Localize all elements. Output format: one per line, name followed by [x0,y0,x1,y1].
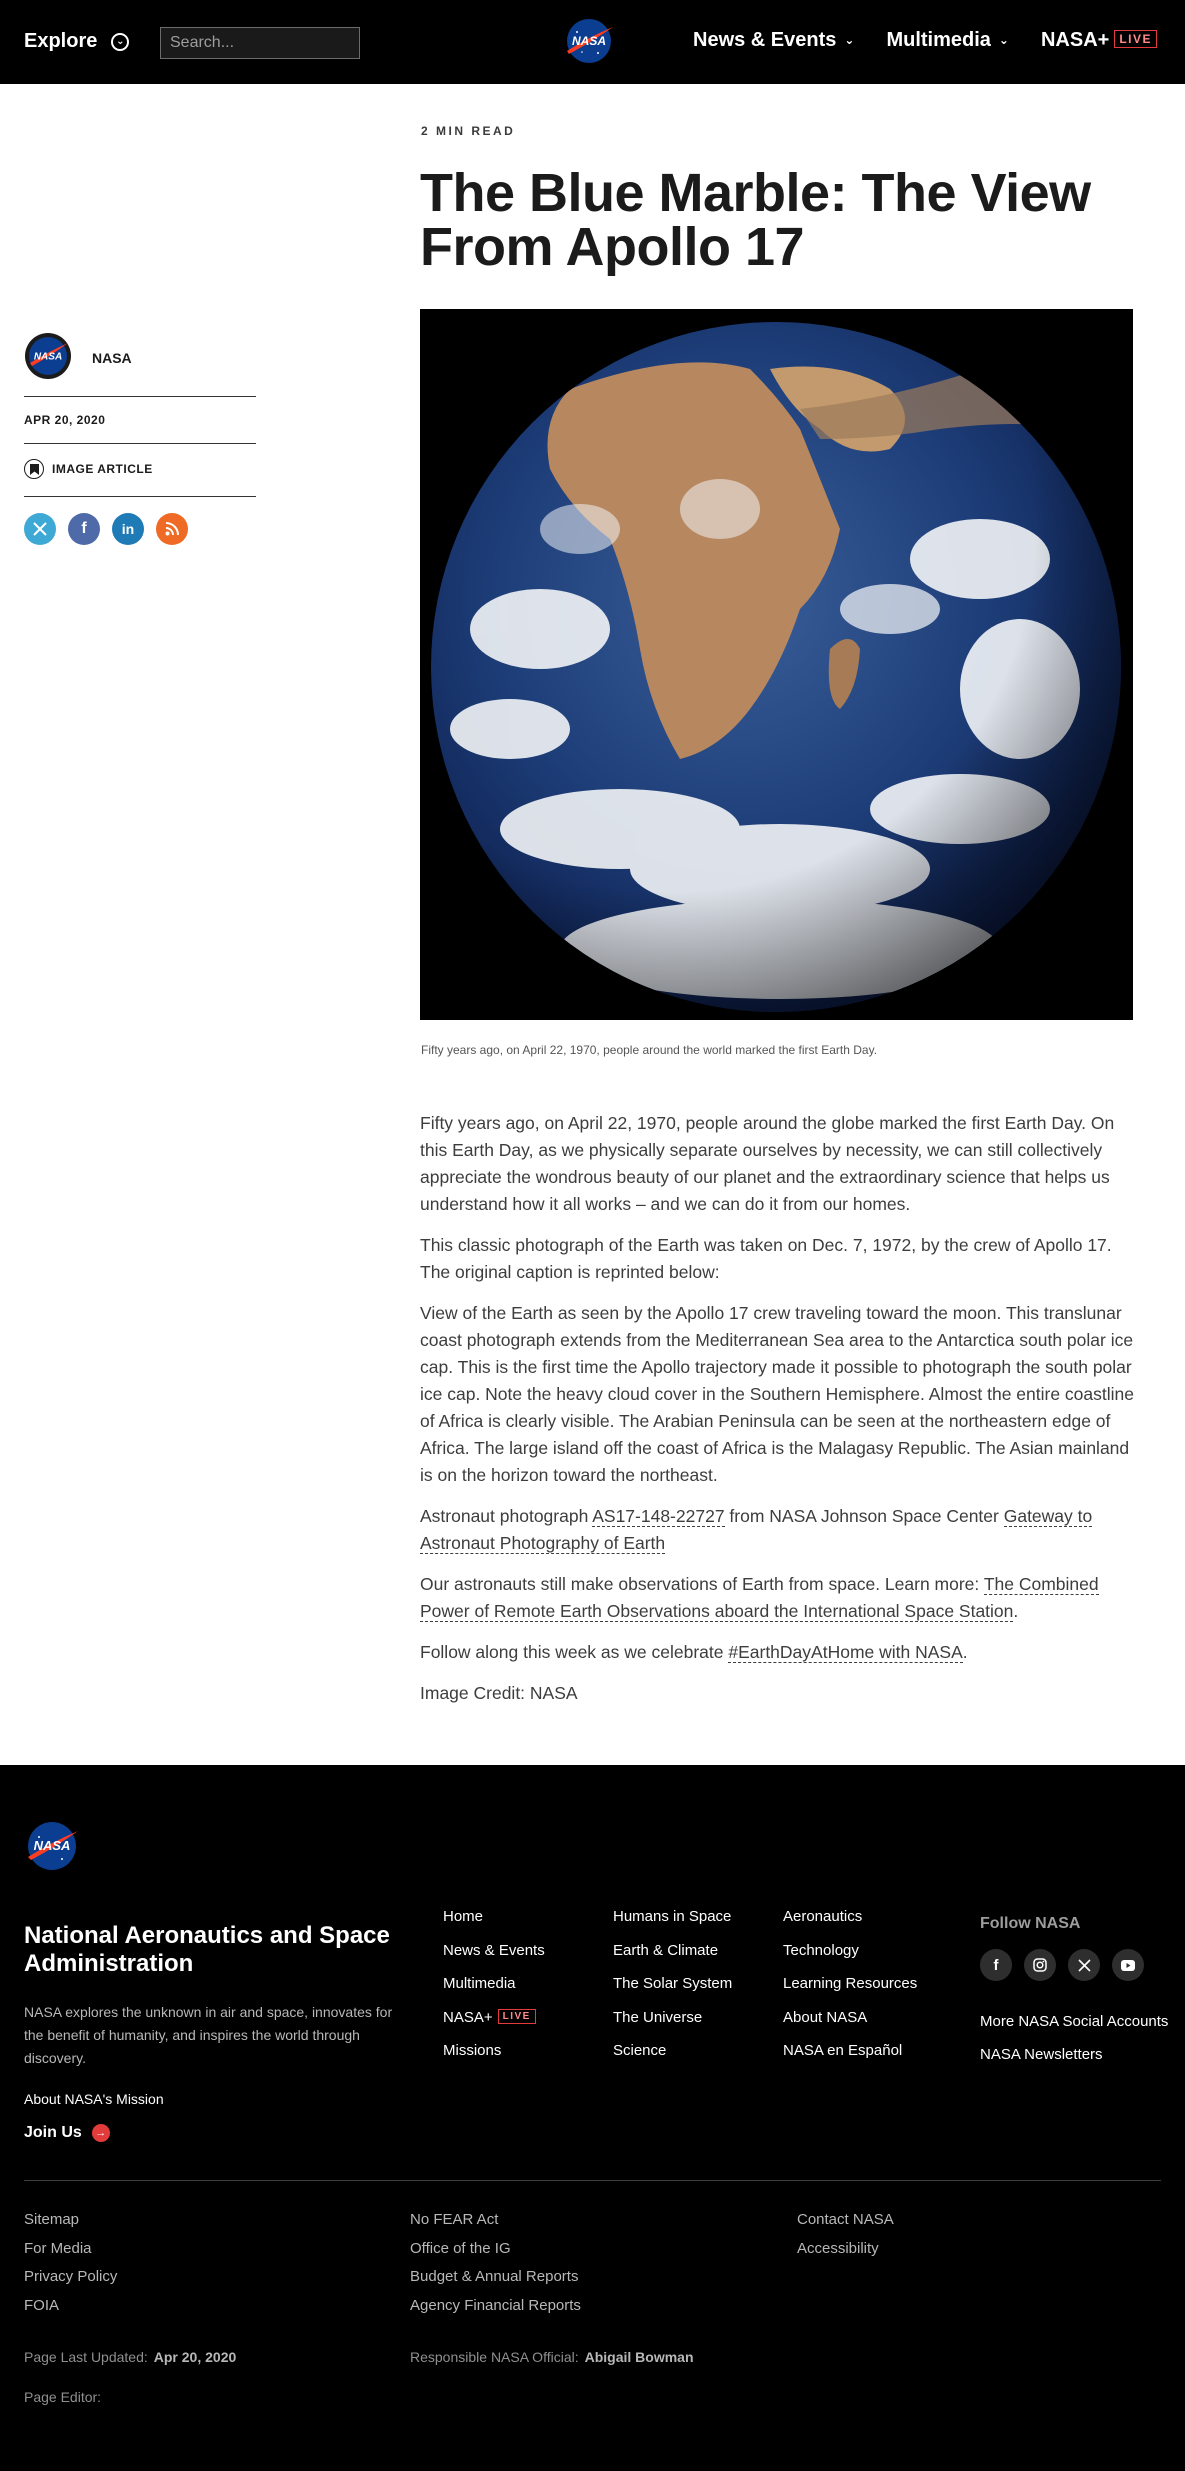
nav-news-events-label: News & Events [693,29,837,51]
footer-link-home[interactable]: Home [443,1908,484,1925]
page-last-updated [24,2349,236,2365]
author-name: NASA [92,349,132,366]
newsletters-link[interactable]: NASA Newsletters [980,2046,1103,2063]
explore-label: Explore [24,30,98,52]
instagram-icon[interactable] [1024,1949,1056,1981]
paragraph: Fifty years ago, on April 22, 1970, people around the globe marked the first Earth Day. On this Earth Day, as we physically separate ourselves by necessity, we can still collectively appreciate the wondrous beauty of our planet and the extraordinary science that helps us understand how it all works – and we can do it from our homes. [420,1113,1115,1214]
read-time: 2 MIN READ [421,124,516,138]
join-us-link[interactable] [24,2124,110,2142]
publish-date: APR 20, 2020 [24,413,106,427]
divider [24,496,256,497]
paragraph-text: Follow along this week as we celebrate [420,1642,729,1662]
footer-link-nasa-plus[interactable] [443,2009,545,2043]
youtube-icon[interactable] [1112,1949,1144,1981]
official-value: Abigail Bowman [584,2349,694,2365]
paragraph [420,1571,1135,1625]
footer-link-about-nasa[interactable]: About NASA [783,2008,868,2026]
paragraph: This classic photograph of the Earth was taken on Dec. 7, 1972, by the crew of Apollo 17. The original caption is reprinted below: [420,1235,1112,1282]
updated-label: Page Last Updated: [24,2349,148,2365]
footer-link-aeronautics[interactable]: Aeronautics [783,1908,863,1925]
image-caption: Fifty years ago, on April 22, 1970, people around the world marked the first Earth Day. [421,1043,878,1057]
paragraph-text: . [1013,1601,1019,1621]
footer-link-missions[interactable]: Missions [443,2042,502,2059]
search-input[interactable] [160,27,360,59]
blue-marble-image [420,309,1133,1020]
legal-links-column-3 [797,2206,894,2263]
nasa-logo[interactable] [563,17,615,70]
accessibility-link[interactable]: Accessibility [797,2239,879,2257]
paragraph-text: Our astronauts still make observations of Earth from space. Learn more: [420,1574,984,1594]
footer-nav-column-1 [443,1908,545,2076]
gateway-link[interactable]: Gateway to Astronaut Photography of Earth [420,1506,1093,1553]
divider [24,443,256,444]
avatar [24,332,72,383]
footer-link-multimedia[interactable]: Multimedia [443,1975,516,1992]
divider [24,396,256,397]
paragraph: View of the Earth as seen by the Apollo 17 crew traveling toward the moon. This translunar coast photograph extends from the Mediterranean Sea area to the Antarctica south polar ice cap. This is the first time the Apollo trajectory made it possible to photograph the south polar ice cap. Note the heavy cloud cover in the Southern Hemisphere. Almost the entire coastline of Africa is clearly visible. The Arabian Peninsula can be seen at the northeastern edge of Africa. The large island off the coast of Africa is the Malagasy Republic. The Asian mainland is on the horizon toward the northeast. [420,1303,1135,1485]
live-badge: LIVE [1114,30,1157,48]
sitemap-link[interactable]: Sitemap [24,2211,80,2228]
privacy-policy-link[interactable]: Privacy Policy [24,2268,118,2285]
iss-observations-link[interactable]: The Combined Power of Remote Earth Observations aboard the International Space Station [420,1574,1099,1621]
about-mission-link[interactable]: About NASA's Mission [24,2091,164,2107]
page-editor: Page Editor: [24,2389,102,2405]
facebook-icon[interactable]: f [980,1949,1012,1981]
chevron-down-icon: ⌄ [844,33,855,47]
earth-day-at-home-link[interactable]: #EarthDayAtHome with NASA [728,1642,963,1662]
agency-name: National Aeronautics and Space Administration [24,1922,390,1977]
article-type-label: IMAGE ARTICLE [52,462,153,476]
no-fear-act-link[interactable]: No FEAR Act [410,2211,499,2228]
photo-id-link[interactable]: AS17-148-22727 [592,1506,725,1526]
footer-divider [24,2180,1161,2181]
footer-link-technology[interactable]: Technology [783,1941,859,1959]
financial-reports-link[interactable]: Agency Financial Reports [410,2296,581,2314]
article-body [420,1110,1135,1721]
twitter-x-icon[interactable] [24,513,56,545]
foia-link[interactable]: FOIA [24,2296,60,2314]
article-type[interactable] [24,459,153,479]
nav-multimedia[interactable] [886,29,1009,52]
chevron-down-icon: ⌄ [111,33,129,51]
bookmark-icon [24,459,44,479]
footer-link-earth-climate[interactable]: Earth & Climate [613,1941,719,1959]
live-badge: LIVE [498,2009,536,2024]
nav-nasa-plus[interactable] [1041,29,1157,52]
svg-text:NASA: NASA [33,351,63,363]
footer-link-universe[interactable]: The Universe [613,2008,703,2026]
social-icons [980,1949,1144,1981]
footer-link-nasa-en-espanol[interactable]: NASA en Español [783,2042,903,2059]
footer-nav-column-2 [613,1908,732,2076]
page-title: The Blue Marble: The View From Apollo 17 [420,163,1091,277]
svg-text:NASA: NASA [571,34,607,48]
paragraph-text: Astronaut photograph [420,1506,593,1526]
site-footer [0,1765,1185,2471]
arrow-right-icon: → [92,2124,110,2142]
legal-links-column-1 [24,2206,117,2320]
twitter-x-icon[interactable] [1068,1949,1100,1981]
join-us-label: Join Us [24,2124,82,2141]
updated-value: Apr 20, 2020 [153,2349,237,2365]
primary-nav [693,29,1157,52]
nasa-logo[interactable] [24,1820,80,1877]
linkedin-icon[interactable]: in [112,513,144,545]
responsible-official [410,2349,694,2365]
footer-link-science[interactable]: Science [613,2042,667,2059]
image-credit: Image Credit: NASA [420,1683,578,1703]
footer-link-news-events[interactable]: News & Events [443,1941,545,1959]
budget-reports-link[interactable]: Budget & Annual Reports [410,2268,579,2285]
nav-news-events[interactable] [693,29,854,52]
footer-link-humans-in-space[interactable]: Humans in Space [613,1908,732,1925]
svg-text:NASA: NASA [33,1838,71,1853]
paragraph-text: . [962,1642,968,1662]
agency-description: NASA explores the unknown in air and space, innovates for the benefit of humanity, and inspires the world through discovery. [24,2004,393,2066]
official-label: Responsible NASA Official: [410,2349,579,2365]
paragraph [420,1639,1135,1666]
footer-link-nasa-plus-label: NASA+ [443,2008,493,2026]
follow-nasa-heading: Follow NASA [980,1915,1081,1932]
for-media-link[interactable]: For Media [24,2239,92,2257]
nav-multimedia-label: Multimedia [886,29,991,51]
chevron-down-icon: ⌄ [998,33,1009,47]
office-of-ig-link[interactable]: Office of the IG [410,2239,511,2257]
rss-icon[interactable] [156,513,188,545]
footer-link-solar-system[interactable]: The Solar System [613,1975,733,1992]
contact-nasa-link[interactable]: Contact NASA [797,2211,894,2228]
footer-nav-column-3 [783,1908,917,2076]
author-byline[interactable] [24,332,132,383]
paragraph [420,1503,1135,1557]
nav-nasa-plus-label: NASA+ [1040,29,1110,51]
facebook-icon[interactable]: f [68,513,100,545]
top-navigation-bar [0,0,1185,84]
share-buttons [24,513,188,545]
explore-menu-button[interactable] [24,30,129,53]
legal-links-column-2 [410,2206,581,2320]
social-more-links [980,2005,1168,2071]
more-social-accounts-link[interactable]: More NASA Social Accounts [980,2013,1169,2030]
footer-link-learning-resources[interactable]: Learning Resources [783,1975,918,1992]
paragraph-text: from NASA Johnson Space Center [724,1506,1004,1526]
